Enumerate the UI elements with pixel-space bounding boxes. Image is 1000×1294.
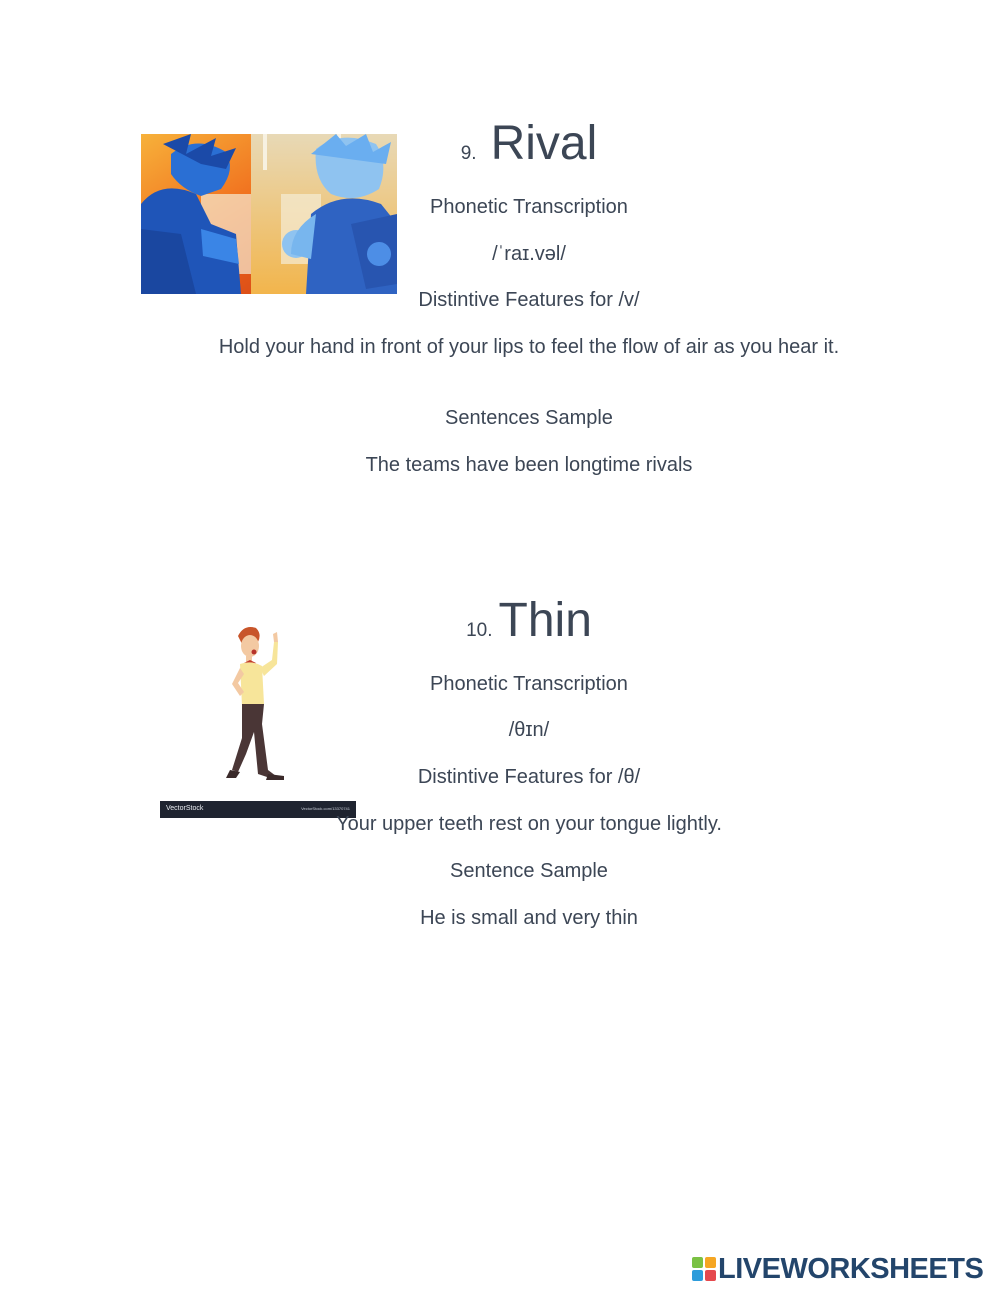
watermark-url: VectorStock.com/13370741 [301, 806, 350, 811]
features-text: Your upper teeth rest on your tongue lightly. [336, 813, 722, 835]
sample-text: The teams have been longtime rivals [365, 454, 693, 476]
sample-heading: Sentence Sample [450, 860, 608, 882]
word-title-rival [0, 117, 1000, 182]
word-heading: Thin [498, 594, 592, 647]
brand-name: LIVEWORKSHEETS [718, 1253, 984, 1285]
features-text: Hold your hand in front of your lips to feel the flow of air as you hear it. [218, 336, 840, 358]
phonetic-transcription: /θɪn/ [508, 719, 550, 741]
phonetic-heading: Phonetic Transcription [430, 673, 628, 695]
word-number: 10. [466, 620, 493, 641]
phonetic-transcription: /ˈraɪ.vəl/ [492, 243, 566, 265]
liveworksheets-icon [692, 1257, 716, 1281]
sample-heading: Sentences Sample [445, 407, 613, 429]
word-heading: Rival [490, 117, 598, 170]
word-title-thin [0, 594, 1000, 659]
watermark-brand: VectorStock [166, 805, 204, 812]
features-heading: Distintive Features for /v/ [418, 289, 640, 311]
sample-text: He is small and very thin [420, 907, 638, 929]
features-heading: Distintive Features for /θ/ [417, 766, 641, 788]
phonetic-heading: Phonetic Transcription [430, 196, 628, 218]
word-number: 9. [460, 143, 477, 164]
